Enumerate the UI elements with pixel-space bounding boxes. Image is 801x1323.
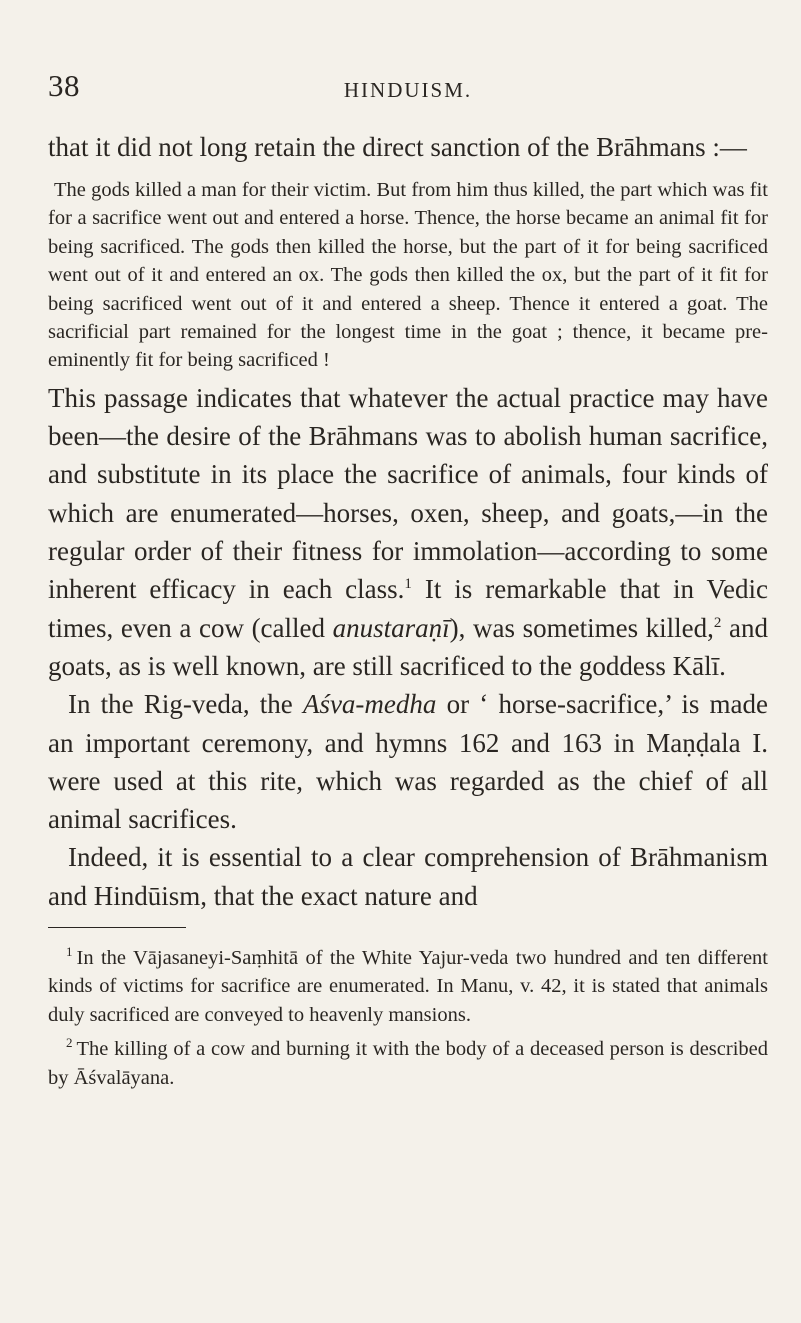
paragraph-2-italic-term: Aśva-medha [302,689,437,720]
paragraph-1-italic-term: anustaraṇī [332,612,450,643]
footnote-divider [48,927,186,928]
footnote-1 [48,938,768,1029]
page-number: 38 [48,68,80,103]
footnote-ref-2[interactable]: 2 [713,614,722,631]
footnote-2 [48,1029,768,1092]
paragraph-1-part-b: It is remarkable that in Vedic times, even a cow (called [48,574,768,643]
paragraph-2-part-b: or ‘ horse-sacrifice,’ is made an important ceremony, and hymns 162 and 163 in Maṇḍala I. were used at this rite, which was regarded as the chief of all animal sacrifices. [48,689,768,835]
quote-text: The gods killed a man for their victim. But from him thus killed, the part which was fit for a sacrifice went out and entered a horse. Thence, the horse became an animal fit for being sacrificed. The gods then killed the horse, but the part of it for being sacrificed went out of it and entered an ox. The gods then killed the ox, but the part of it fit for being sacrificed went out of it and entered a sheep. Thence it entered a goat. The sacrificial part remained for the longest time in the goat ; thence, it became pre-eminently fit for being sacrificed ! [48,179,768,372]
page [48,0,768,1092]
paragraph-1-part-d: and goats, as is well known, are still sacrificed to the goddess Kālī. [48,612,768,681]
footnote-1-mark: 1 [66,944,73,959]
paragraph-1-part-c: ), was sometimes killed, [449,612,714,643]
footnote-2-mark: 2 [66,1035,73,1051]
paragraph-2 [48,685,768,838]
footnote-1-text: In the Vājasaneyi-Saṃhitā of the White Yajur-veda two hundred and ten different kinds of victims for sacrifice are enumerated. In Manu, v. 42, it is stated that animals duly sacrificed are conveyed to heavenly mansions. [48,947,768,1026]
paragraph-2-part-a: In the Rig-veda, the [68,689,303,720]
page-header [48,0,768,110]
running-head: HINDUISM. [343,78,473,102]
paragraph-1-part-a: This passage indicates that whatever the actual practice may have been—the desire of the Brāhmans was to abolish human sacrifice, and substitute in its place the sacrifice of animals, four kinds of which are enumerated—horses, oxen, sheep, and goats,—in the regular order of their fitness for immolation—according to some inherent efficacy in each class. [48,382,768,605]
paragraph-3: Indeed, it is essential to a clear comprehension of Brāhmanism and Hindūism, that the exact nature and [48,842,768,911]
block-quote [48,176,768,375]
footnote-2-text: The killing of a cow and burning it with the body of a deceased person is described by Āśvalāyana. [48,1038,768,1089]
body-text [48,379,768,915]
paragraph-1 [48,379,768,685]
footnotes [48,938,768,1092]
lead-paragraph: that it did not long retain the direct sanction of the Brāhmans :— [48,132,747,162]
footnote-ref-1[interactable]: 1 [404,576,412,593]
